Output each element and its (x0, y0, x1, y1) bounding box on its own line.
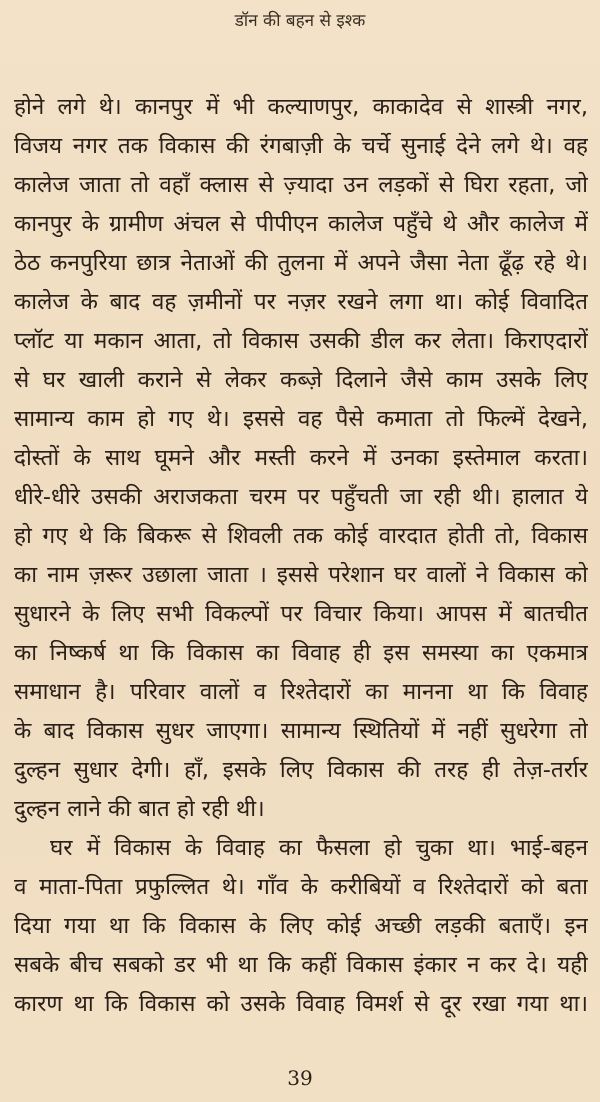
text-line: हो गए थे कि बिकरू से शिवली तक कोई वारदात होती तो, विकास (14, 523, 588, 549)
text-line: व माता-पिता प्रफुल्लित थे। गाँव के करीबियों व रिश्तेदारों को बता (14, 874, 588, 900)
text-line: से घर खाली कराने से लेकर कब्ज़े दिलाने जैसे काम उसके लिए (14, 367, 588, 393)
text-line: घर में विकास के विवाह का फैसला हो चुका था। भाई-बहन (50, 835, 588, 861)
text-line: सुधारने के लिए सभी विकल्पों पर विचार किया। आपस में बातचीत (14, 601, 588, 627)
text-line: विजय नगर तक विकास की रंगबाज़ी के चर्चे सुनाई देने लगे थे। वह (14, 133, 588, 159)
text-line: दोस्तों के साथ घूमने और मस्ती करने में उनका इस्तेमाल करता। (14, 445, 588, 471)
text-line: कानपुर के ग्रामीण अंचल से पीपीएन कालेज पहुँचे थे और कालेज में (14, 211, 588, 237)
text-line: सामान्य काम हो गए थे। इससे वह पैसे कमाता तो फिल्में देखने, (14, 406, 588, 432)
text-line: दुल्हन लाने की बात हो रही थी। (14, 796, 265, 822)
text-line: के बाद विकास सुधर जाएगा। सामान्य स्थितियों में नहीं सुधरेगा तो (14, 718, 588, 744)
paragraph (14, 829, 588, 1024)
text-line: धीरे-धीरे उसकी अराजकता चरम पर पहुँचती जा रही थी। हालात ये (14, 484, 588, 510)
text-line: का निष्कर्ष था कि विकास का विवाह ही इस समस्या का एकमात्र (14, 640, 588, 666)
text-line: ठेठ कनपुरिया छात्र नेताओं की तुलना में अपने जैसा नेता ढूँढ़ रहे थे। (14, 250, 588, 276)
text-line: दुल्हन सुधार देगी। हाँ, इसके लिए विकास की तरह ही तेज़-तर्रार (14, 757, 588, 783)
text-line: समाधान है। परिवार वालों व रिश्तेदारों का मानना था कि विवाह (14, 679, 588, 705)
page-number: 39 (287, 1066, 313, 1090)
text-line: होने लगे थे। कानपुर में भी कल्याणपुर, काकादेव से शास्त्री नगर, (14, 94, 588, 120)
body-text (14, 88, 588, 1024)
text-line: कारण था कि विकास को उसके विवाह विमर्श से दूर रखा गया था। (14, 991, 588, 1017)
text-line: सबके बीच सबको डर भी था कि कहीं विकास इंकार न कर दे। यही (14, 952, 588, 978)
text-line: कालेज जाता तो वहाँ क्लास से ज़्यादा उन लड़कों से घिरा रहता, जो (14, 172, 588, 198)
text-line: कालेज के बाद वह ज़मीनों पर नज़र रखने लगा था। कोई विवादित (14, 289, 588, 315)
text-line: प्लॉट या मकान आता, तो विकास उसकी डील कर लेता। किराएदारों (14, 328, 588, 354)
running-header-title: डॉन की बहन से इश्क (234, 11, 366, 31)
text-line: का नाम ज़रूर उछाला जाता । इससे परेशान घर वालों ने विकास को (14, 562, 588, 588)
text-line: दिया गया था कि विकास के लिए कोई अच्छी लड़की बताएँ। इन (14, 913, 588, 939)
paragraph (14, 88, 588, 829)
